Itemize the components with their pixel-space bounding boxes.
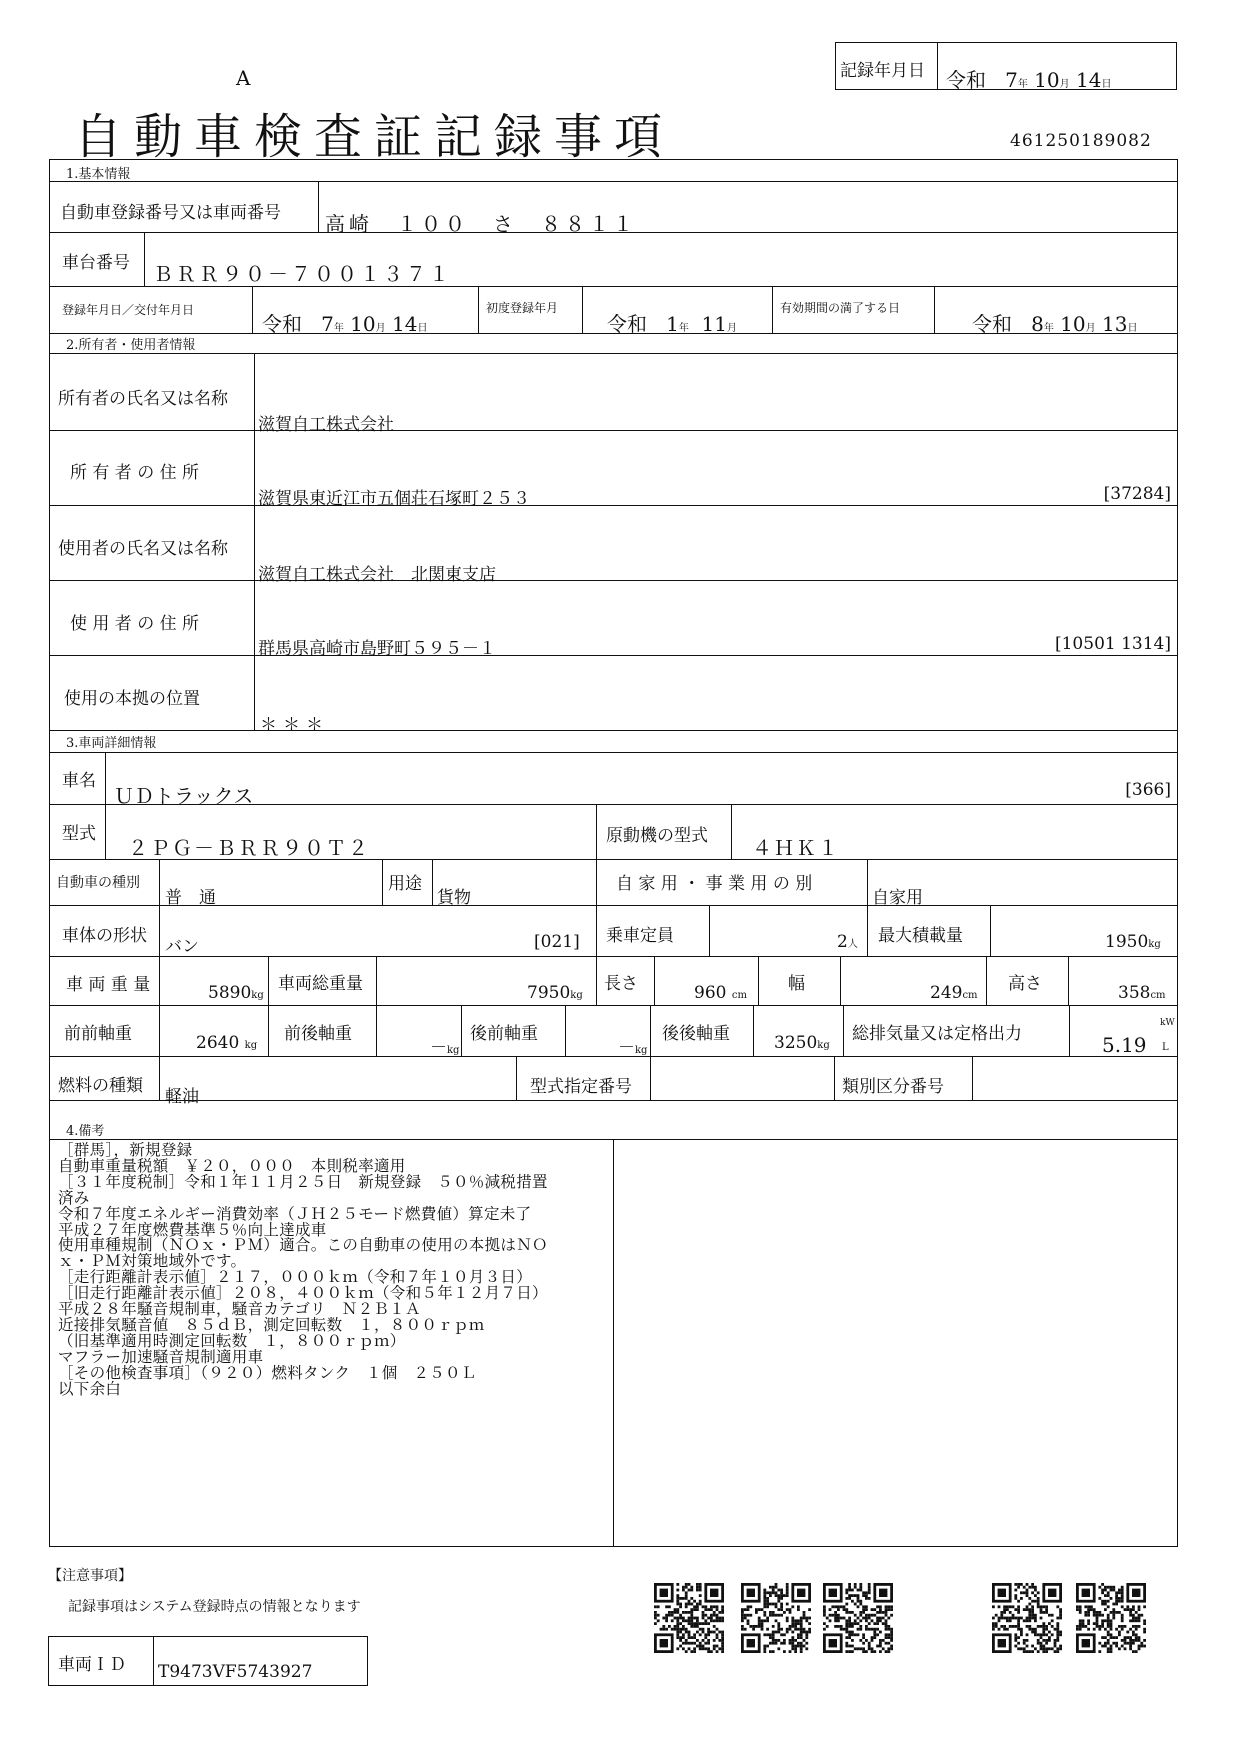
expiry-value: 令和 8年 10月 13日	[972, 312, 1138, 336]
private-business-label: 自 家 用 ・ 事 業 用 の 別	[616, 874, 813, 894]
body-shape-value: バン	[165, 937, 199, 957]
displacement-unit-l: L	[1162, 1042, 1169, 1053]
notes-text: 記録事項はシステム登録時点の情報となります	[68, 1599, 361, 1615]
qr-code-5	[1076, 1583, 1146, 1653]
section-1-heading: 1.基本情報	[66, 167, 131, 182]
user-code: [10501 1314]	[1054, 634, 1171, 654]
private-business-value: 自家用	[872, 888, 923, 908]
model-label: 型式	[62, 824, 96, 844]
expiry-label: 有効期間の満了する日	[780, 301, 901, 315]
width-label: 幅	[788, 974, 805, 994]
remarks-text: ［群馬］，新規登録 自動車重量税額 ￥２０，０００ 本則税率適用 ［３１年度税制］令和１年１１月２５日 新規登録 ５０％減税措置 済み 令和７年度エネルギー消費効率（ＪＨ２５モード燃費値）算定未了 平成２７年度燃費基準５％向上達成車 使用車種規制（ＮＯｘ・ＰＭ）適合。この自動車の使用の本拠はＮＯ ｘ・ＰＭ対策地域外です。 ［走行距離計表示値］２１７，０００ｋｍ（令和７年１０月３日） ［旧走行距離計表示値］２０８，４００ｋｍ（令和５年１２月７日） 平成２８年騒音規制車，騒音カテゴリ Ｎ２Ｂ１Ａ 近接排気騒音値 ８５ｄＢ，測定回転数 １，８００ｒｐｍ （旧基準適用時測定回転数 １，８００ｒｐｍ） マフラー加速騒音規制適用車 ［その他検査事項］（９２０）燃料タンク １個 ２５０Ｌ 以下余白	[58, 1141, 548, 1398]
rear-front-axle-label: 後前軸重	[470, 1024, 538, 1044]
vehicle-weight-label: 車 両 重 量	[66, 975, 151, 995]
displacement-unit-kw: kW	[1160, 1018, 1175, 1028]
engine-model-value: ４ＨＫ１	[752, 836, 840, 860]
body-shape-code: [021]	[534, 932, 580, 952]
qr-code-1	[654, 1583, 724, 1653]
usage-value: 貨物	[437, 888, 471, 908]
gross-weight-label: 車両総重量	[278, 974, 363, 994]
body-shape-label: 車体の形状	[62, 926, 147, 946]
front-rear-axle-value: －kg	[430, 1038, 460, 1058]
regdate-label: 登録年月日／交付年月日	[62, 303, 195, 317]
category-number-label: 類別区分番号	[842, 1077, 944, 1097]
usage-label: 用途	[388, 874, 422, 894]
type-designation-label: 型式指定番号	[530, 1077, 632, 1097]
vehicle-kind-label: 自動車の種別	[56, 875, 140, 891]
vehicle-kind-value: 普 通	[165, 888, 216, 908]
chassis-label: 車台番号	[62, 253, 130, 273]
firstreg-value: 令和 1年 11月	[607, 312, 737, 336]
owner-name-value: 滋賀自工株式会社	[258, 415, 394, 435]
user-address-label: 使 用 者 の 住 所	[70, 614, 200, 634]
reg-number-label: 自動車登録番号又は車両番号	[60, 203, 281, 223]
fuel-type-label: 燃料の種類	[58, 1076, 143, 1096]
user-address-value: 群馬県高崎市島野町５９５－１	[258, 639, 496, 659]
owner-name-label: 所有者の氏名又は名称	[58, 389, 228, 409]
car-name-value: ＵＤトラックス	[114, 784, 254, 808]
vehicle-id-label: 車両ＩＤ	[58, 1655, 126, 1675]
section-4-heading: 4.備考	[66, 1124, 105, 1139]
length-value: 960 cm	[694, 983, 747, 1003]
max-load-label: 最大積載量	[878, 926, 963, 946]
document-mark: A	[236, 66, 251, 90]
vehicle-weight-value: 5890kg	[208, 983, 264, 1003]
qr-code-2	[741, 1583, 811, 1653]
regdate-value: 令和 7年 10月 14日	[262, 312, 428, 336]
chassis-value: ＢＲＲ９０－７００１３７１	[153, 262, 452, 286]
qr-code-4	[992, 1583, 1062, 1653]
owner-code: [37284]	[1103, 484, 1171, 504]
fuel-type-value: 軽油	[165, 1087, 199, 1107]
height-label: 高さ	[1008, 974, 1042, 994]
capacity-label: 乗車定員	[606, 926, 674, 946]
front-front-axle-value: 2640 kg	[196, 1033, 258, 1053]
rear-rear-axle-value: 3250kg	[774, 1033, 830, 1053]
user-name-label: 使用者の氏名又は名称	[58, 539, 228, 559]
car-name-label: 車名	[62, 771, 96, 791]
reg-number-value: 高崎 １００ さ ８８１１	[325, 212, 637, 236]
width-value: 249cm	[930, 983, 978, 1003]
max-load-value: 1950kg	[1105, 932, 1161, 952]
car-name-code: [366]	[1125, 780, 1171, 800]
section-2-heading: 2.所有者・使用者情報	[66, 338, 196, 353]
base-location-label: 使用の本拠の位置	[64, 689, 200, 709]
record-date-value: 令和 7年 10月 14日	[946, 68, 1112, 92]
displacement-value: 5.19	[1102, 1033, 1147, 1057]
section-3-heading: 3.車両詳細情報	[66, 736, 157, 751]
record-date-label: 記録年月日	[840, 61, 925, 81]
displacement-label: 総排気量又は定格出力	[852, 1024, 1022, 1044]
qr-code-3	[823, 1583, 893, 1653]
engine-model-label: 原動機の型式	[606, 826, 708, 846]
user-name-value: 滋賀自工株式会社 北関東支店	[258, 565, 496, 585]
notes-heading: 【注意事項】	[48, 1568, 132, 1584]
length-label: 長さ	[604, 974, 638, 994]
document-number: 461250189082	[1010, 131, 1152, 151]
vehicle-id-value: T9473VF5743927	[158, 1662, 313, 1682]
model-value: ２ＰＧ－ＢＲＲ９０Ｔ２	[128, 836, 370, 860]
capacity-value: 2人	[837, 932, 858, 952]
document-title: 自動車検査証記録事項	[74, 109, 675, 165]
rear-front-axle-value: －kg	[618, 1038, 648, 1058]
owner-address-label: 所 有 者 の 住 所	[70, 463, 200, 483]
gross-weight-value: 7950kg	[527, 983, 583, 1003]
front-front-axle-label: 前前軸重	[64, 1024, 132, 1044]
firstreg-label: 初度登録年月	[486, 301, 559, 315]
front-rear-axle-label: 前後軸重	[284, 1024, 352, 1044]
owner-address-value: 滋賀県東近江市五個荘石塚町２５３	[258, 489, 530, 509]
rear-rear-axle-label: 後後軸重	[662, 1024, 730, 1044]
base-location-value: ＊＊＊	[260, 715, 329, 735]
height-value: 358cm	[1118, 983, 1166, 1003]
